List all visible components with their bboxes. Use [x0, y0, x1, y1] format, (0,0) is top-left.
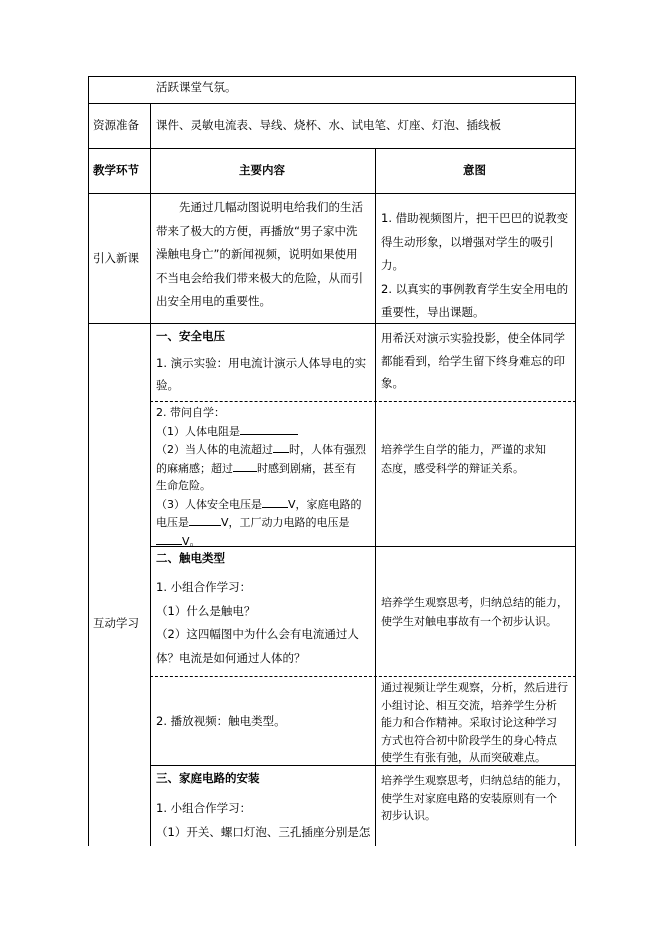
intent-line: 都能看到，给学生留下终身难忘的印	[381, 353, 565, 368]
answer-blank	[262, 495, 288, 508]
question-text: 时，人体有强烈	[289, 443, 366, 456]
content-line: （1）什么是触电？	[156, 603, 256, 618]
intent-line: 培养学生自学的能力，严谨的求知	[381, 443, 546, 456]
question-3-end	[156, 532, 374, 551]
dash-line-1	[150, 401, 576, 402]
question-text: （1）人体电阻是	[156, 424, 240, 438]
question-2-end: 生命危险。	[156, 479, 211, 492]
intro-intent	[381, 207, 573, 325]
intent-line: 初步认识。	[381, 809, 436, 822]
question-text: V。	[182, 534, 201, 548]
content-line: 1. 小组合作学习：	[156, 580, 252, 594]
question-text: 的麻痛感；超过	[156, 461, 233, 475]
intent-line: 象。	[381, 376, 404, 390]
intro-intent-line: 重要性，导出课题。	[381, 305, 485, 319]
intent-line: 小组讨论、相互交流，培养学生分析	[381, 698, 557, 712]
intent-line: 使学生对家庭电路的安装原则有一个	[381, 791, 557, 805]
section-safe-voltage-title: 一、安全电压	[156, 329, 225, 343]
intro-line: 不当电会给我们带来极大的危险，从而引	[156, 270, 363, 285]
intro-line: 先通过几幅动图说明电给我们的生活	[179, 200, 363, 214]
question-text: （2）当人体的电流超过	[156, 443, 273, 456]
intro-intent-line: 得生动形象，以增强对学生的吸引力。	[381, 234, 554, 272]
question-2-cont	[156, 459, 374, 478]
resources-value: 课件、灵敏电流表、导线、烧杯、水、试电笔、灯座、灯泡、插线板	[156, 118, 501, 132]
intro-label: 引入新课	[93, 251, 139, 265]
intent-line: 方式也符合初中阶段学生的身心特点	[381, 733, 557, 747]
intro-intent-line: 1. 借助视频图片，把干巴巴的说教变	[381, 211, 569, 225]
section-shock-types-title: 二、触电类型	[156, 551, 225, 565]
question-text: 电压是	[156, 516, 189, 529]
section-shock-types-intent	[381, 594, 575, 631]
content-line: 验。	[156, 378, 179, 392]
col-line-1	[150, 103, 151, 846]
section-home-circuit-intent	[381, 772, 575, 825]
section-home-circuit-title: 三、家庭电路的安装	[156, 771, 260, 785]
row-line-2	[88, 148, 576, 149]
section-home-circuit-content	[156, 796, 374, 844]
content-line: （1）开关、螺口灯泡、三孔插座分别是怎	[156, 825, 371, 839]
question-2	[156, 440, 374, 459]
intro-line: 澡触电身亡”的新闻视频，说明如果使用	[156, 247, 358, 261]
intro-line: 出安全用电的重要性。	[156, 294, 271, 308]
question-text: 时感到剧痛，甚至有	[257, 461, 356, 475]
intro-content	[156, 196, 372, 314]
section-self-study-intent	[381, 441, 573, 478]
intro-intent-line: 2. 以真实的事例教育学生安全用电的	[381, 281, 569, 296]
answer-blank	[156, 532, 182, 545]
question-text: V，工厂动力电路的电压是	[221, 516, 350, 529]
answer-blank	[240, 422, 298, 435]
question-3-cont	[156, 513, 374, 532]
answer-blank	[233, 459, 257, 472]
intent-line: 态度，感受科学的辩证关系。	[381, 461, 524, 475]
answer-blank	[189, 513, 221, 526]
header-teaching-stage: 教学环节	[93, 163, 139, 177]
section-self-study	[156, 404, 374, 550]
intent-line: 使学生有张有弛，从而突破难点。	[381, 751, 546, 764]
col-line-left	[88, 76, 89, 846]
resources-label: 资源准备	[93, 118, 139, 132]
content-line: 体？电流是如何通过人体的？	[156, 650, 306, 665]
question-text: （3）人体安全电压是	[156, 497, 262, 511]
section-safe-voltage-intent	[381, 327, 573, 395]
question-3	[156, 495, 374, 514]
intent-line: 用希沃对演示实验投影，使全体同学	[381, 331, 565, 345]
row-line-3	[88, 193, 576, 194]
row-line-top	[88, 76, 576, 77]
section-video-intent	[381, 679, 575, 767]
intent-line: 培养学生观察思考，归纳总结的能力，	[381, 774, 568, 787]
dash-line-2	[150, 676, 576, 677]
col-line-right	[575, 76, 576, 846]
section-video-content: 2. 播放视频：触电类型。	[156, 714, 286, 728]
header-intent: 意图	[463, 163, 486, 177]
interactive-label: 互动学习	[93, 616, 139, 630]
col-line-2	[375, 148, 376, 846]
answer-blank	[273, 440, 289, 453]
intent-line: 通过视频让学生观察，分析，然后进行	[381, 681, 568, 694]
header-main-content: 主要内容	[239, 163, 285, 177]
self-study-title: 2. 带问自学：	[156, 406, 225, 419]
section-safe-voltage-content	[156, 352, 372, 396]
section-shock-types-content	[156, 576, 372, 670]
intent-line: 能力和合作精神。采取讨论这种学习	[381, 716, 557, 729]
row-line-1	[88, 103, 576, 104]
question-1	[156, 422, 374, 441]
content-line: 1. 小组合作学习：	[156, 801, 252, 815]
content-line: （2）这四幅图中为什么会有电流通过人	[156, 627, 359, 641]
question-text: V，家庭电路的	[288, 497, 362, 511]
intent-line: 培养学生观察思考，归纳总结的能力，	[381, 596, 568, 609]
content-line: 1. 演示实验：用电流计演示人体导电的实	[156, 356, 367, 370]
continuation-text: 活跃课堂气氛。	[156, 80, 237, 94]
intro-line: 带来了极大的方便，再播放“男子家中洗	[156, 223, 358, 238]
intent-line: 使学生对触电事故有一个初步认识。	[381, 614, 557, 628]
